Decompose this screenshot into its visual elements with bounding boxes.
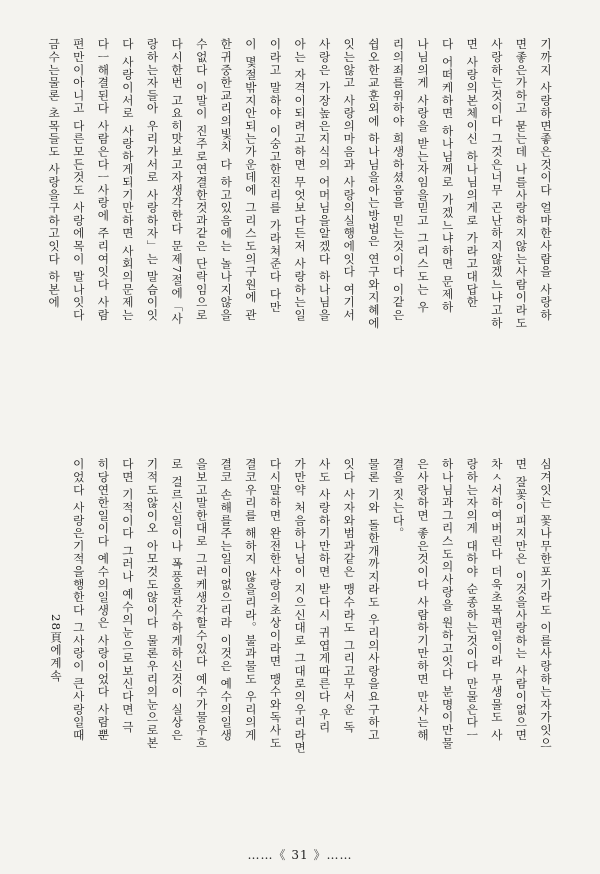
text-column: 하나님과그리스도의사랑을 원하고잇다 분명이만물	[440, 458, 455, 750]
text-column: 기까지 사랑하면좋은것이다 얼마한사람을 사랑하	[539, 38, 553, 322]
text-column: 기적도않이오 아모것도않이다 물론우리의눈으로본	[145, 458, 160, 750]
text-column: 다 사랑이서로 사랑하게되기만하면 사회의문제는	[120, 38, 135, 322]
continuation-note: 28頁에계속	[49, 614, 63, 683]
text-column: 랑하는자들아 우리가서로 사랑하자」는 말슴이잇	[145, 38, 160, 322]
bottom-text-block	[71, 458, 558, 848]
text-column: 랑하는자의게 대하야 순종하는것이다 만물은다ㅡ	[465, 458, 480, 742]
text-column: 다 어떠케하면 하나님께로 가겠느냐하면 문제하	[440, 38, 455, 314]
text-column: 리의죄를위하야 희생하셨음을 믿는것이다 이같은	[391, 38, 406, 322]
text-column: 결코 손해를주는일이없으리라 이것은 예수의일생	[219, 458, 234, 742]
text-column: 결코우리를 해하지 않을리라。불과물도 우리의게	[243, 458, 258, 742]
text-column: 이었다 사랑은기적을행한다 그사랑이 큰사랑일때	[71, 458, 86, 742]
text-column: 로 걸르신일이나 폭풍을잔수하게하신것이 실상은	[170, 458, 185, 742]
text-column: 편만이아니고 다른모든것도 사랑에목이 말나잇다	[71, 38, 86, 322]
top-text-block	[36, 38, 558, 426]
text-column: 나님의게 사랑을 받는자임을믿고 그리스도는 우	[416, 38, 431, 314]
text-column: 심겨잇는 꽃나무한포기라도 이를사랑하는자가잇으	[539, 458, 553, 750]
text-column: 잇는않고 사랑의마음과 사랑의실행에잇다 여기서	[342, 38, 357, 322]
text-column: 사랑하는것이다 그것은너무 곤난하지않겠느냐고하	[489, 38, 504, 330]
text-column: 을보고말한대로 그러케생각할수있다 예수가물우흐	[194, 458, 209, 750]
text-column: 면 사랑의본체이신 하나님의게로 가라고대답한	[465, 38, 480, 309]
text-column: 사랑은 가장높은지식의 어머님을알겠다 하나님을	[317, 38, 332, 322]
text-column: 은사랑하면 좋은것이다 사람하기만하면 만사는해	[416, 458, 431, 742]
text-column: 수없다 이말이 진주로연결한것과같은 단락임으로	[194, 38, 209, 322]
text-column: 결을 짓는다。	[391, 458, 406, 540]
text-column: 이 몇절밖지안되는가운데에 그리스도의구원에 관	[243, 38, 258, 322]
text-column: 잇다 사자와범과같은 맹수라도 그리고무서운 독	[342, 458, 357, 734]
text-column: 다ㅡ해결된다 사람은다ㅡ사랑에 주리여잇다 사람	[96, 38, 111, 322]
text-column: 아는 자격이되려고하면 무엇보다든저 사랑하는일	[293, 38, 308, 322]
text-column: 다면 기적이다 그러나 예수의눈으로보신다면 극	[120, 458, 135, 734]
text-column: 면 잘꽃이피지만은 이것을사랑하는 사람이없으면	[514, 458, 529, 742]
text-column: 물론 기와 돌한개까지라도 우리의사랑을요구하고	[366, 458, 381, 742]
text-column: 한귀중한교리의빛치 다 하고있음에는 놀나지않을	[219, 38, 234, 322]
text-column: 사도 사랑하기만하면 받다시 귀엽게따른다 우리	[317, 458, 332, 734]
text-column: 차ㅅ서하여버린다 더욱초목편일이라 무생물도 사	[489, 458, 504, 742]
text-column: 금수는물론 초목들도 사랑을구하고잇다 하본에	[47, 38, 62, 309]
page-number: ……《 31 》……	[247, 848, 353, 862]
text-column: 다시말하면 완전한사랑의초상이라면 맹수와독사도	[268, 458, 283, 750]
text-column: 다시한번 고요히맛보고자생각한다 문제7절에「사	[170, 38, 185, 326]
text-column: 쉽오한교훈외에 하나님을아는방법은 연구와지혜에	[366, 38, 381, 330]
text-column: 면좋은가하고 묻는데 나를사랑하지않는사람이라도	[514, 38, 529, 330]
text-column: 히당연한일이다 예수의일생은 사랑이었다 사람뿐	[96, 458, 111, 742]
text-column: 가만약 처음하나님이 지으신대로 그대로의우리라면	[293, 458, 308, 755]
text-column: 이라고 말하야 이숭고한진리를 가라쳐준다 다만	[268, 38, 283, 314]
